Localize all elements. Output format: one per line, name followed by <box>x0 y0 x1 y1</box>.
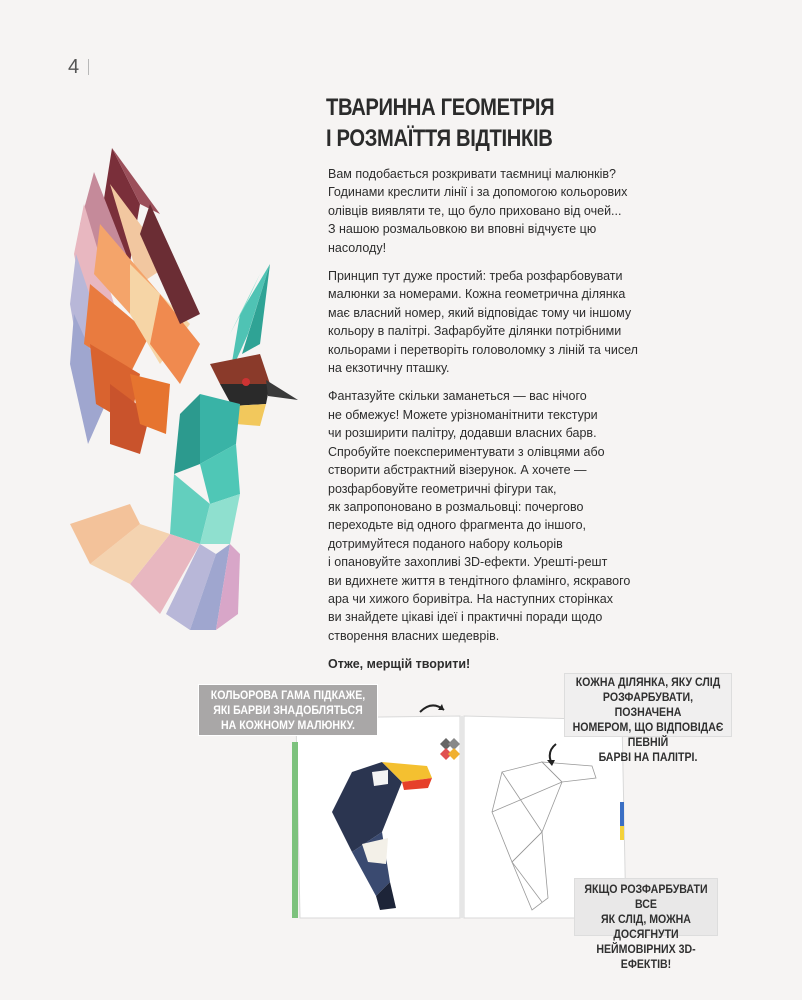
page-title <box>326 92 578 154</box>
curved-arrow-down-icon <box>544 742 562 768</box>
paragraph-2: Принцип тут дуже простий: треба розфарбовувати малюнки за номерами. Кожна геометрична ділянка має власний номер, який відповідає тому чи іншому кольору в палітрі. Зафарбуйте ділянки потрібними кольорами і перетворіть головоломку з ліній та чисел на екзотичну пташку. <box>328 269 638 376</box>
curved-arrow-icon <box>418 700 448 716</box>
title-line-1: ТВАРИННА ГЕОМЕТРІЯ <box>326 94 555 121</box>
paragraph-1: Вам подобається розкривати таємниці малюнків? Годинами креслити лінії і за допомогою кольорових олівців виявляти те, що було приховано від очей... З нашою розмальовкою ви вповні відчуєте цю насолоду! <box>328 167 628 255</box>
callout-numbered-text: КОЖНА ДІЛЯНКА, ЯКУ СЛІД РОЗФАРБУВАТИ, ПОЗНАЧЕНА НОМЕРОМ, ЩО ВІДПОВІДАЄ ПЕВНІЙ БАРВІ НА ПАЛІТРІ. <box>572 677 724 764</box>
page-number: 4 <box>68 56 80 78</box>
intro-text <box>328 165 658 684</box>
callout-effects-text: ЯКЩО РОЗФАРБУВАТИ ВСЕ ЯК СЛІД, МОЖНА ДОСЯГНУТИ НЕЙМОВІРНИХ 3D-ЕФЕКТІВ! <box>584 884 708 971</box>
title-line-2: І РОЗМАЇТТЯ ВІДТІНКІВ <box>326 125 553 152</box>
page-number-divider <box>88 59 89 75</box>
paragraph-3: Фантазуйте скільки заманеться — вас нічого не обмежує! Можете урізноманітнити текстури чи розширити палітру, додавши власних барв. Спробуйте поекспериментувати з олівцями або створити абстрактний візерунок. А хочете — розфарбовуйте геометричні фігури так, як запропоновано в розмальовці: почергово переходьте від одного фрагмента до іншого, дотримуйтеся поданого набору кольорів і опановуйте захопливі 3D-ефекти. Урешті-решт ви вдихнете життя в тендітного фламінго, яскравого ара чи хижого боривітра. На наступних сторінках ви знайдете цікаві ідеї і практичні поради щодо створення власних шедеврів. <box>328 389 631 643</box>
closing-line: Отже, мерщій творити! <box>328 657 471 672</box>
callout-numbered <box>564 673 732 764</box>
callout-palette <box>198 684 378 736</box>
bee-eater-illustration <box>70 144 310 634</box>
callout-palette-text: КОЛЬОРОВА ГАМА ПІДКАЖЕ, ЯКІ БАРВИ ЗНАДОБЛЯТЬСЯ НА КОЖНОМУ МАЛЮНКУ. <box>210 690 366 732</box>
callout-effects <box>574 878 718 971</box>
